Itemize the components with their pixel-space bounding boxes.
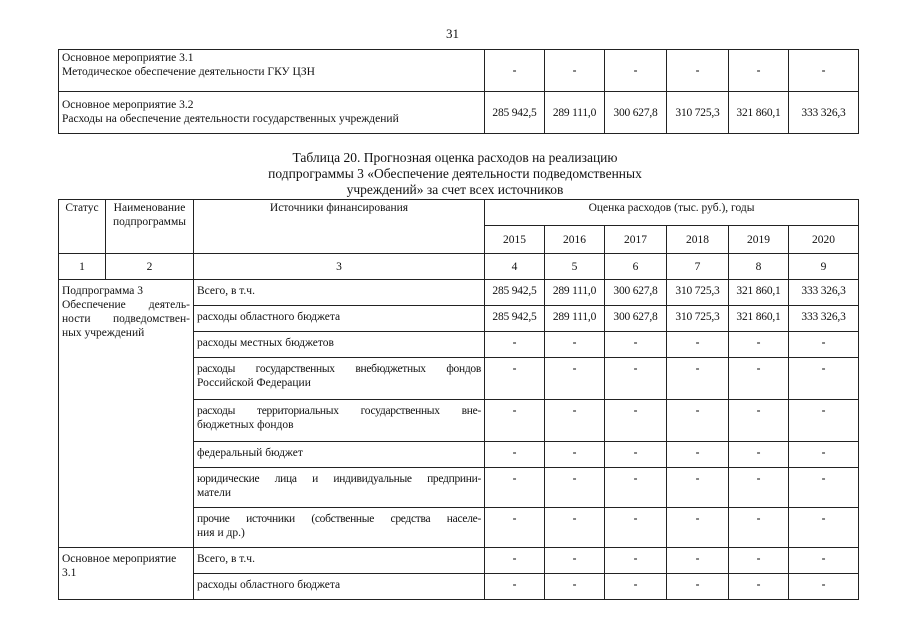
subprogram-name-line1: Подпрограмма 3: [62, 285, 144, 297]
source-cell: [194, 358, 485, 400]
value-cell: -: [789, 358, 859, 400]
source-cell: Всего, в т.ч.: [194, 280, 485, 306]
source-line1: прочие источники (собственные средства населе-: [197, 513, 481, 525]
value-cell: -: [667, 508, 729, 548]
value-cell: 289 111,0: [545, 306, 605, 332]
column-number: 1: [59, 254, 106, 280]
value-cell: 285 942,5: [485, 306, 545, 332]
value-cell: -: [667, 332, 729, 358]
value-cell: -: [485, 442, 545, 468]
value-cell: -: [667, 358, 729, 400]
value-cell: -: [667, 574, 729, 600]
table-title: [240, 150, 670, 198]
column-number: 4: [485, 254, 545, 280]
source-cell: [194, 508, 485, 548]
top-row-3-1: [59, 50, 859, 92]
event-name-cell: [59, 548, 194, 600]
page-number: 31: [446, 26, 459, 41]
top-row-3-2: [59, 92, 859, 134]
event-name-line2: 3.1: [62, 567, 77, 579]
source-cell: [194, 400, 485, 442]
value-cell: -: [605, 468, 667, 508]
subprogram-name-header-line1: Наименование: [113, 202, 186, 214]
source-line2: ния и др.): [197, 527, 245, 539]
event-name-line1: Основное мероприятие: [62, 553, 177, 565]
value-cell: -: [605, 358, 667, 400]
value-cell: -: [545, 358, 605, 400]
source-cell: расходы областного бюджета: [194, 574, 485, 600]
source-cell: расходы областного бюджета: [194, 306, 485, 332]
value-cell: -: [729, 400, 789, 442]
value-cell: 310 725,3: [667, 280, 729, 306]
table-row: [59, 548, 859, 574]
table-title-line1: Таблица 20. Прогнозная оценка расходов на реализацию: [292, 150, 618, 165]
value-cell: -: [545, 508, 605, 548]
source-cell: [194, 468, 485, 508]
source-line1: расходы государственных внебюджетных фондов: [197, 363, 481, 375]
value-cell: -: [729, 50, 789, 92]
value-cell: -: [789, 574, 859, 600]
value-cell: -: [729, 442, 789, 468]
value-cell: 310 725,3: [667, 92, 729, 134]
subprogram-name-line3: ности подведомствен-: [62, 313, 190, 325]
value-cell: 300 627,8: [605, 92, 667, 134]
top-row-title: [59, 92, 485, 134]
value-cell: -: [667, 548, 729, 574]
source-line2: матели: [197, 487, 232, 499]
value-cell: -: [729, 548, 789, 574]
value-cell: -: [789, 548, 859, 574]
value-cell: -: [545, 50, 605, 92]
source-cell: расходы местных бюджетов: [194, 332, 485, 358]
top-row-title-line2: Расходы на обеспечение деятельности государственных учреждений: [62, 113, 399, 125]
value-cell: -: [729, 468, 789, 508]
value-cell: -: [605, 548, 667, 574]
value-cell: 289 111,0: [545, 92, 605, 134]
column-number: 7: [667, 254, 729, 280]
subprogram-name-header-line2: подпрограммы: [113, 216, 186, 228]
value-cell: 300 627,8: [605, 280, 667, 306]
value-cell: -: [485, 358, 545, 400]
value-cell: -: [605, 508, 667, 548]
column-number: 2: [106, 254, 194, 280]
value-cell: -: [605, 332, 667, 358]
header-row: [59, 200, 859, 226]
value-cell: 321 860,1: [729, 280, 789, 306]
value-cell: 321 860,1: [729, 306, 789, 332]
value-cell: -: [667, 400, 729, 442]
top-row-title: [59, 50, 485, 92]
value-cell: -: [545, 332, 605, 358]
table-row: [59, 280, 859, 306]
value-cell: 285 942,5: [485, 280, 545, 306]
year-header: 2018: [667, 226, 729, 254]
source-cell: Всего, в т.ч.: [194, 548, 485, 574]
value-cell: -: [485, 332, 545, 358]
subprogram-name-header: [106, 200, 194, 254]
column-number: 3: [194, 254, 485, 280]
table-title-line3: учреждений» за счет всех источников: [346, 182, 564, 197]
value-cell: 300 627,8: [605, 306, 667, 332]
subprogram-name-line2: Обеспечение деятель-: [62, 299, 190, 311]
value-cell: -: [729, 574, 789, 600]
value-cell: 285 942,5: [485, 92, 545, 134]
value-cell: -: [485, 468, 545, 508]
value-cell: -: [605, 400, 667, 442]
value-cell: -: [729, 358, 789, 400]
value-cell: -: [667, 468, 729, 508]
source-line2: Российской Федерации: [197, 377, 311, 389]
value-cell: -: [789, 400, 859, 442]
year-header: 2020: [789, 226, 859, 254]
top-row-title-line1: Основное мероприятие 3.2: [62, 99, 194, 111]
subprogram-name-line4: ных учреждений: [62, 327, 145, 339]
value-cell: -: [667, 50, 729, 92]
value-cell: -: [605, 442, 667, 468]
value-cell: -: [729, 508, 789, 548]
value-cell: -: [789, 50, 859, 92]
value-cell: 333 326,3: [789, 280, 859, 306]
source-line1: юридические лица и индивидуальные предприни-: [197, 473, 481, 485]
value-cell: -: [545, 574, 605, 600]
value-cell: 321 860,1: [729, 92, 789, 134]
estimate-header: Оценка расходов (тыс. руб.), годы: [485, 200, 859, 226]
value-cell: -: [485, 50, 545, 92]
value-cell: -: [545, 442, 605, 468]
value-cell: -: [485, 574, 545, 600]
value-cell: -: [545, 468, 605, 508]
year-header: 2017: [605, 226, 667, 254]
value-cell: -: [545, 548, 605, 574]
column-number: 9: [789, 254, 859, 280]
year-header: 2016: [545, 226, 605, 254]
value-cell: -: [605, 574, 667, 600]
top-row-title-line1: Основное мероприятие 3.1: [62, 52, 194, 64]
value-cell: -: [789, 442, 859, 468]
value-cell: -: [485, 400, 545, 442]
value-cell: -: [729, 332, 789, 358]
year-header: 2019: [729, 226, 789, 254]
table-title-line2: подпрограммы 3 «Обеспечение деятельности подведомственных: [268, 166, 642, 181]
subprogram-name-cell: [59, 280, 194, 548]
top-table: [58, 49, 859, 134]
top-row-title-line2: Методическое обеспечение деятельности ГКУ ЦЗН: [62, 66, 315, 78]
main-table: [58, 199, 859, 600]
value-cell: -: [485, 508, 545, 548]
value-cell: -: [545, 400, 605, 442]
value-cell: 289 111,0: [545, 280, 605, 306]
value-cell: 310 725,3: [667, 306, 729, 332]
year-header: 2015: [485, 226, 545, 254]
source-line1: расходы территориальных государственных вне-: [197, 405, 481, 417]
value-cell: -: [485, 548, 545, 574]
column-number: 8: [729, 254, 789, 280]
value-cell: -: [605, 50, 667, 92]
value-cell: 333 326,3: [789, 306, 859, 332]
value-cell: 333 326,3: [789, 92, 859, 134]
status-header: Статус: [59, 200, 106, 254]
value-cell: -: [789, 468, 859, 508]
value-cell: -: [789, 508, 859, 548]
column-number: 6: [605, 254, 667, 280]
source-cell: федеральный бюджет: [194, 442, 485, 468]
column-number-row: [59, 254, 859, 280]
column-number: 5: [545, 254, 605, 280]
sources-header: Источники финансирования: [194, 200, 485, 254]
value-cell: -: [667, 442, 729, 468]
value-cell: -: [789, 332, 859, 358]
source-line2: бюджетных фондов: [197, 419, 294, 431]
